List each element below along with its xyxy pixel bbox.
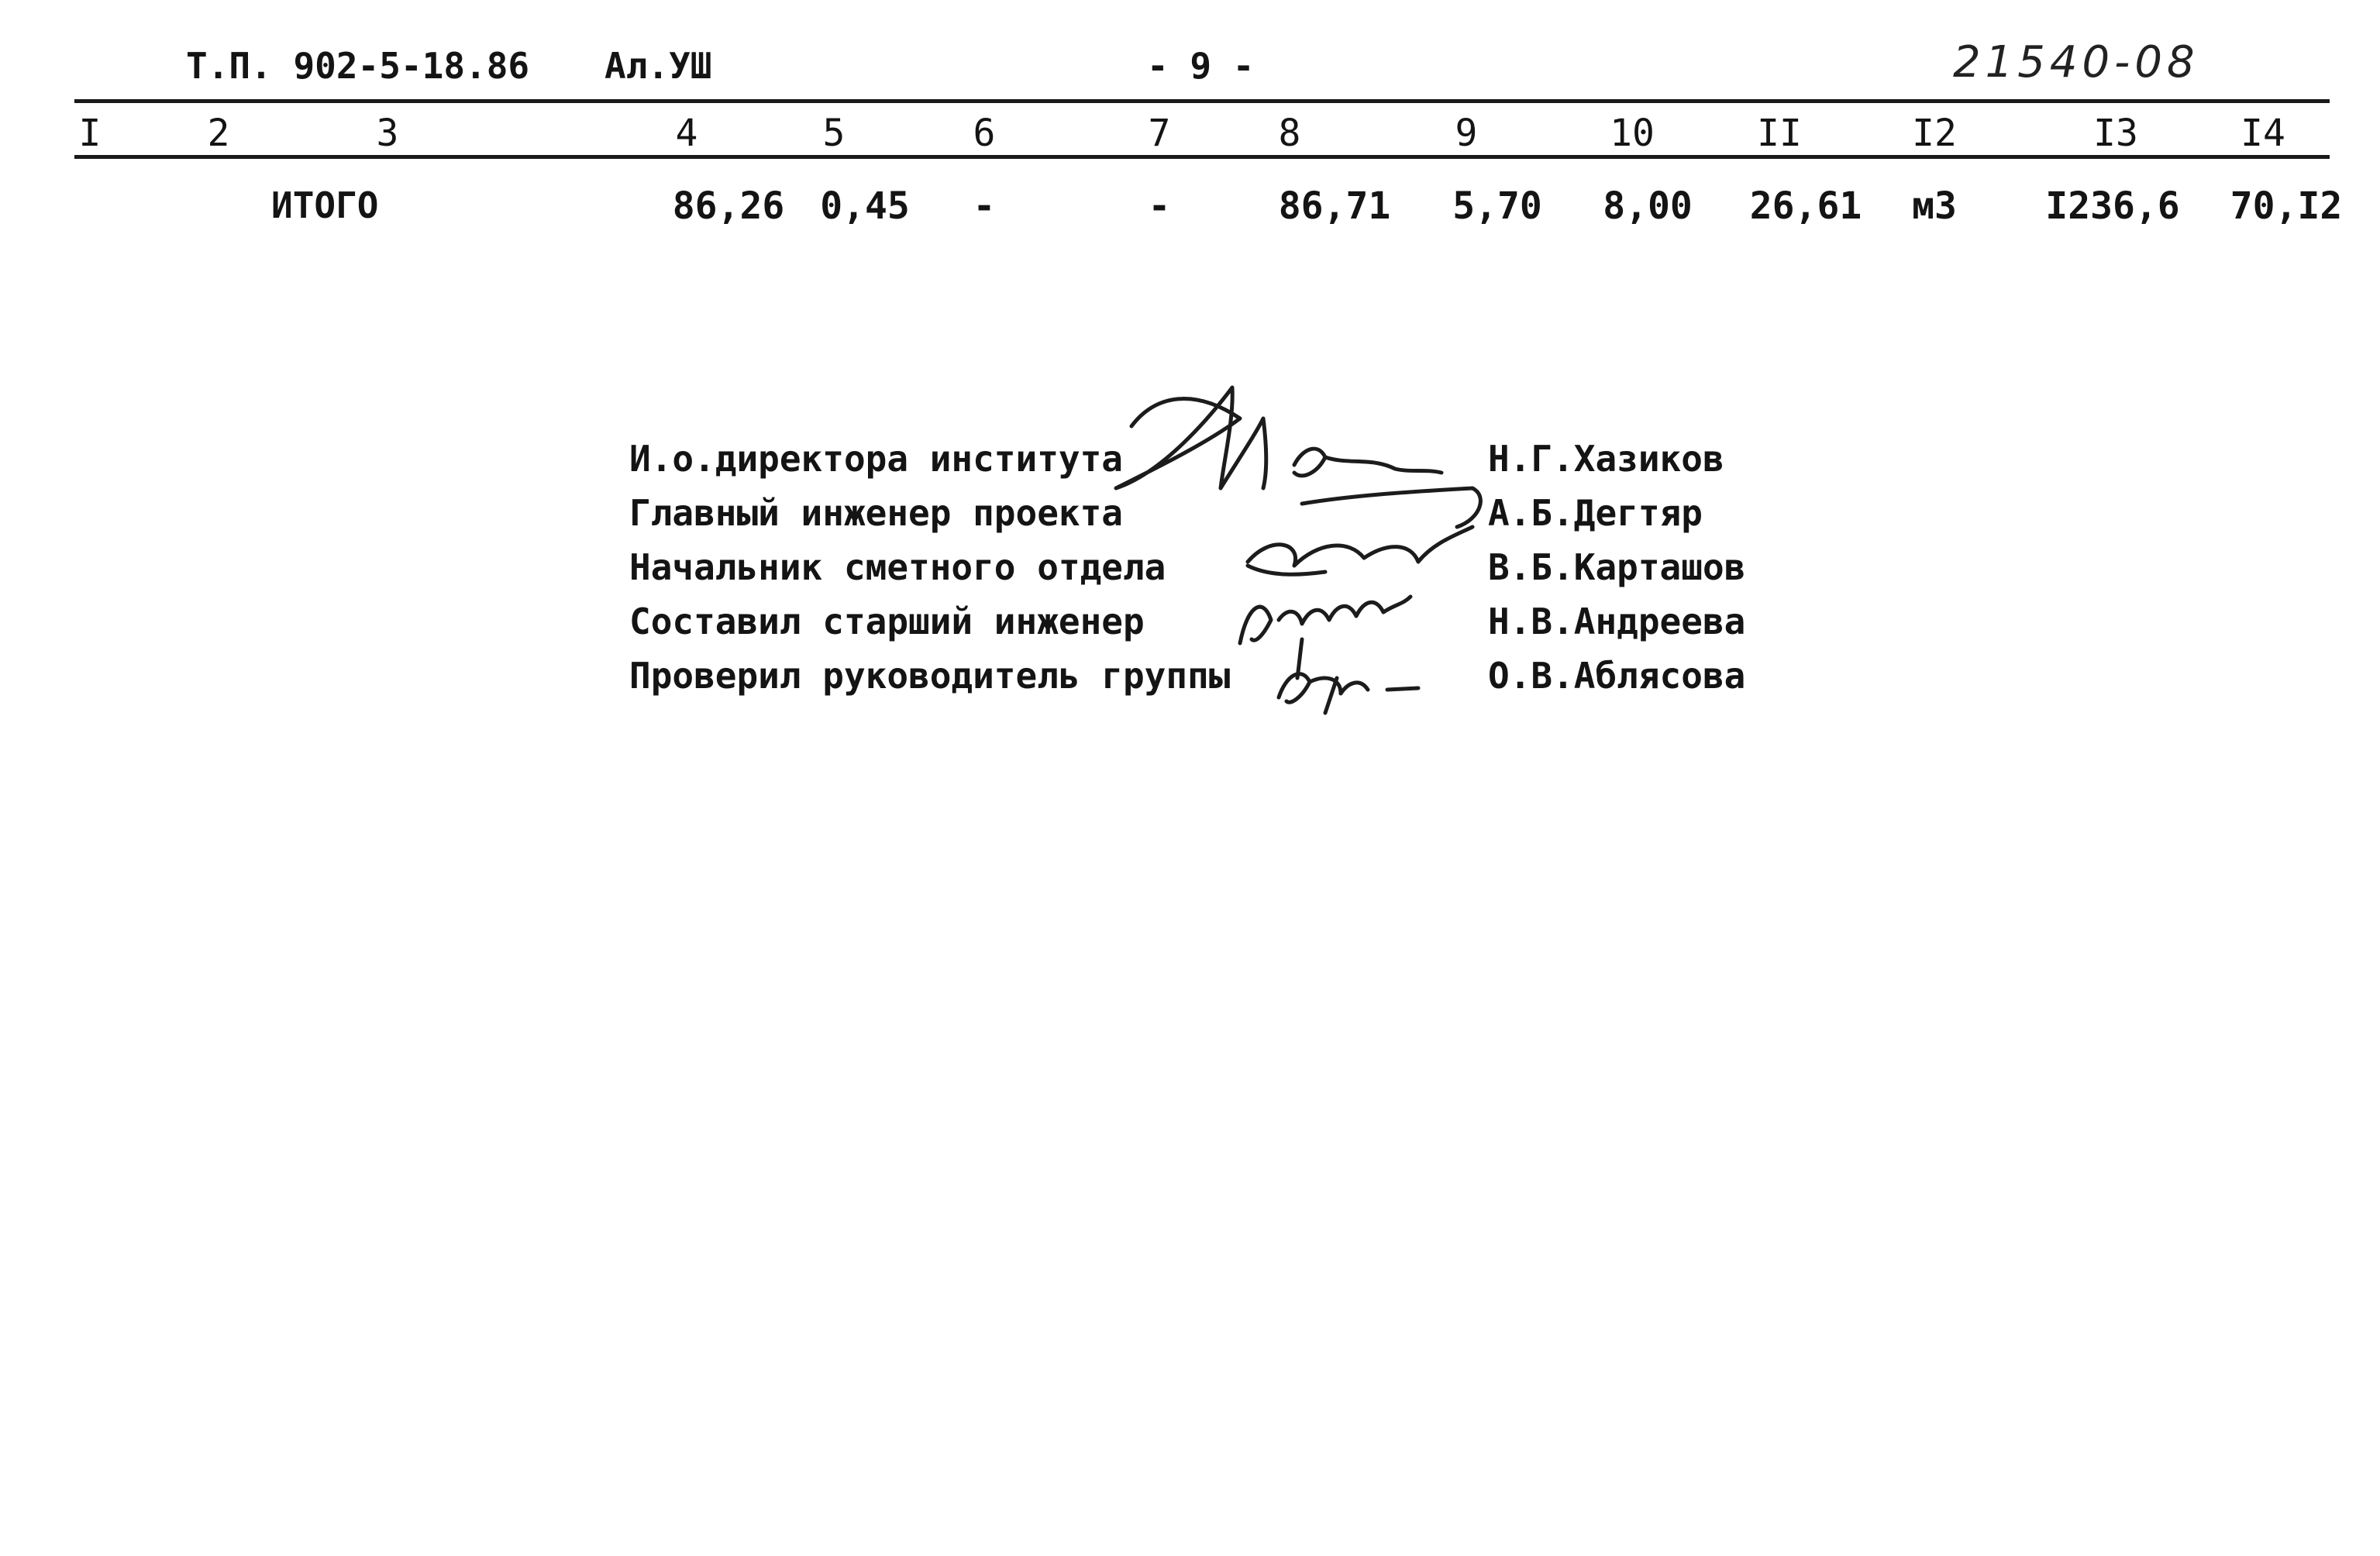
document-code: Т.П. 902-5-18.86 <box>186 45 530 87</box>
signatory-title: Начальник сметного отдела <box>629 546 1166 588</box>
table-header-rule <box>74 155 2330 159</box>
column-number: II <box>1757 112 1802 155</box>
total-value: 0,45 <box>820 184 910 228</box>
total-value: 86,26 <box>672 184 785 228</box>
total-value: 86,71 <box>1278 184 1391 228</box>
page-number: - 9 - <box>1147 45 1255 87</box>
signatory-name: О.В.Аблясова <box>1488 655 1746 697</box>
totals-label: ИТОГО <box>271 184 379 226</box>
signatory-title: Главный инженер проекта <box>629 492 1123 534</box>
signature-compiler <box>1240 597 1410 678</box>
total-value: - <box>973 184 996 228</box>
signature-director <box>1116 387 1441 488</box>
total-value: 5,70 <box>1452 184 1542 228</box>
column-number: I2 <box>1912 112 1957 155</box>
signature-group-leader <box>1279 674 1418 713</box>
column-number: 10 <box>1610 112 1655 155</box>
column-number: I3 <box>2093 112 2138 155</box>
column-number: I <box>78 112 102 155</box>
total-value: 8,00 <box>1603 184 1693 228</box>
inventory-number: 21540-08 <box>1953 37 2199 88</box>
column-number: 9 <box>1455 112 1478 155</box>
column-number: I4 <box>2241 112 2285 155</box>
signatory-name: Н.Г.Хазиков <box>1488 438 1724 480</box>
signatory-title: Проверил руководитель группы <box>629 655 1231 697</box>
signatory-title: И.о.директора института <box>629 438 1123 480</box>
signature-chief-engineer <box>1302 488 1480 527</box>
column-number: 6 <box>973 112 996 155</box>
signatory-name: В.Б.Карташов <box>1488 546 1746 588</box>
total-value: м3 <box>1912 184 1957 228</box>
signatory-title: Составил старший инженер <box>629 601 1145 642</box>
handwritten-signatures <box>1069 372 1503 736</box>
album-sheet-label: Ал.УШ <box>604 45 712 87</box>
signatory-name: А.Б.Дегтяр <box>1488 492 1703 534</box>
column-number: 8 <box>1278 112 1301 155</box>
column-number: 3 <box>376 112 399 155</box>
total-value: - <box>1148 184 1171 228</box>
total-value: I236,6 <box>2045 184 2180 228</box>
column-number: 2 <box>207 112 230 155</box>
signatory-name: Н.В.Андреева <box>1488 601 1746 642</box>
table-top-rule <box>74 99 2330 103</box>
signature-estimate-head <box>1248 527 1472 574</box>
total-value: 70,I2 <box>2230 184 2343 228</box>
column-number: 5 <box>822 112 846 155</box>
column-number: 7 <box>1148 112 1171 155</box>
total-value: 26,61 <box>1749 184 1862 228</box>
column-number: 4 <box>675 112 698 155</box>
